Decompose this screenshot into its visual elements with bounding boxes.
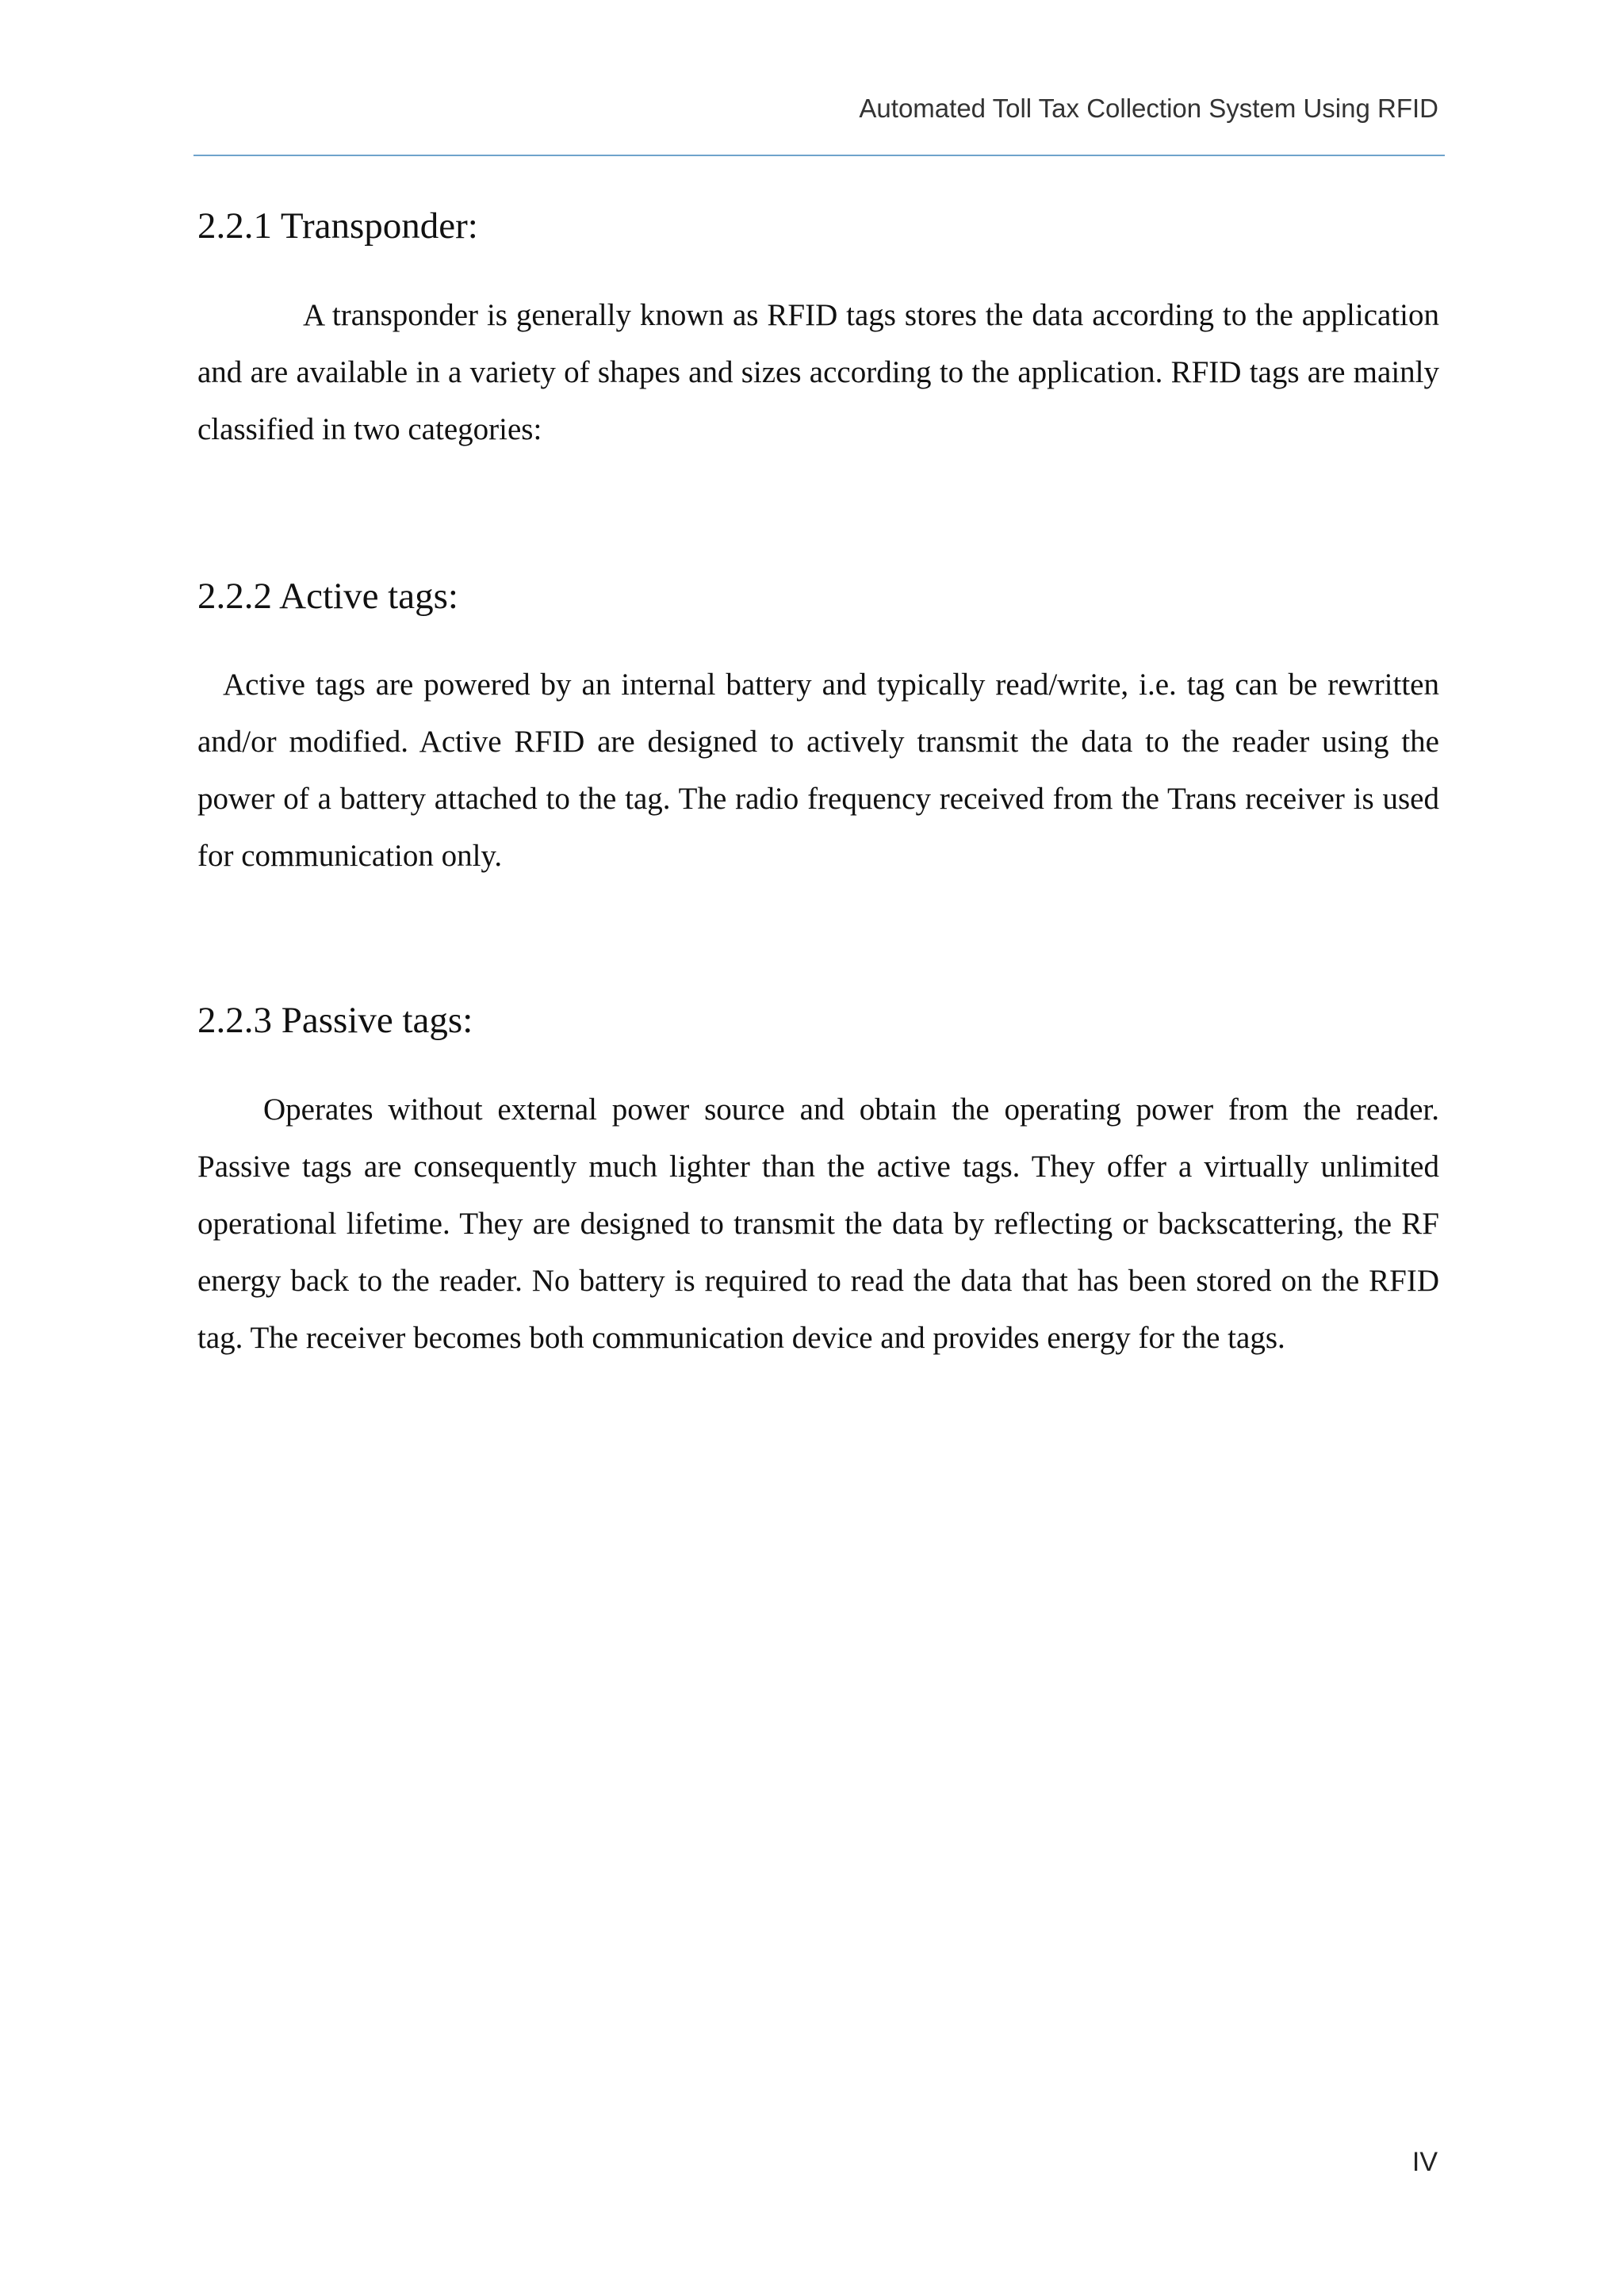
section-heading-transponder: 2.2.1 Transponder: (197, 205, 478, 247)
section-body-passive-tags: Operates without external power source and obtain the operating power from the reader. Passive tags are consequently much lighter than the active tags. They offer a virtually unlimited operational lifetime. They are designed to transmit the data by reflecting or backscattering, the RF energy back to the reader. No battery is required to read the data that has been stored on the RFID tag. The receiver becomes both communication device and provides energy for the tags. (197, 1093, 1439, 1355)
page-number: IV (1411, 2147, 1438, 2177)
section-heading-active-tags: 2.2.2 Active tags: (197, 576, 458, 617)
running-header: Automated Toll Tax Collection System Using RFID (859, 94, 1438, 123)
section-body-active-tags: Active tags are powered by an internal battery and typically read/write, i.e. tag can be rewritten and/or modified. Active RFID are designed to actively transmit the data to the reader using the power of a battery attached to the tag. The radio frequency received from the Trans receiver is used for communication only. (197, 668, 1439, 873)
header-divider (193, 155, 1445, 156)
section-body-transponder: A transponder is generally known as RFID tags stores the data according to the application and are available in a variety of shapes and sizes according to the application. RFID tags are mainly classified in two categories: (197, 298, 1439, 446)
section-heading-passive-tags: 2.2.3 Passive tags: (197, 1000, 473, 1041)
